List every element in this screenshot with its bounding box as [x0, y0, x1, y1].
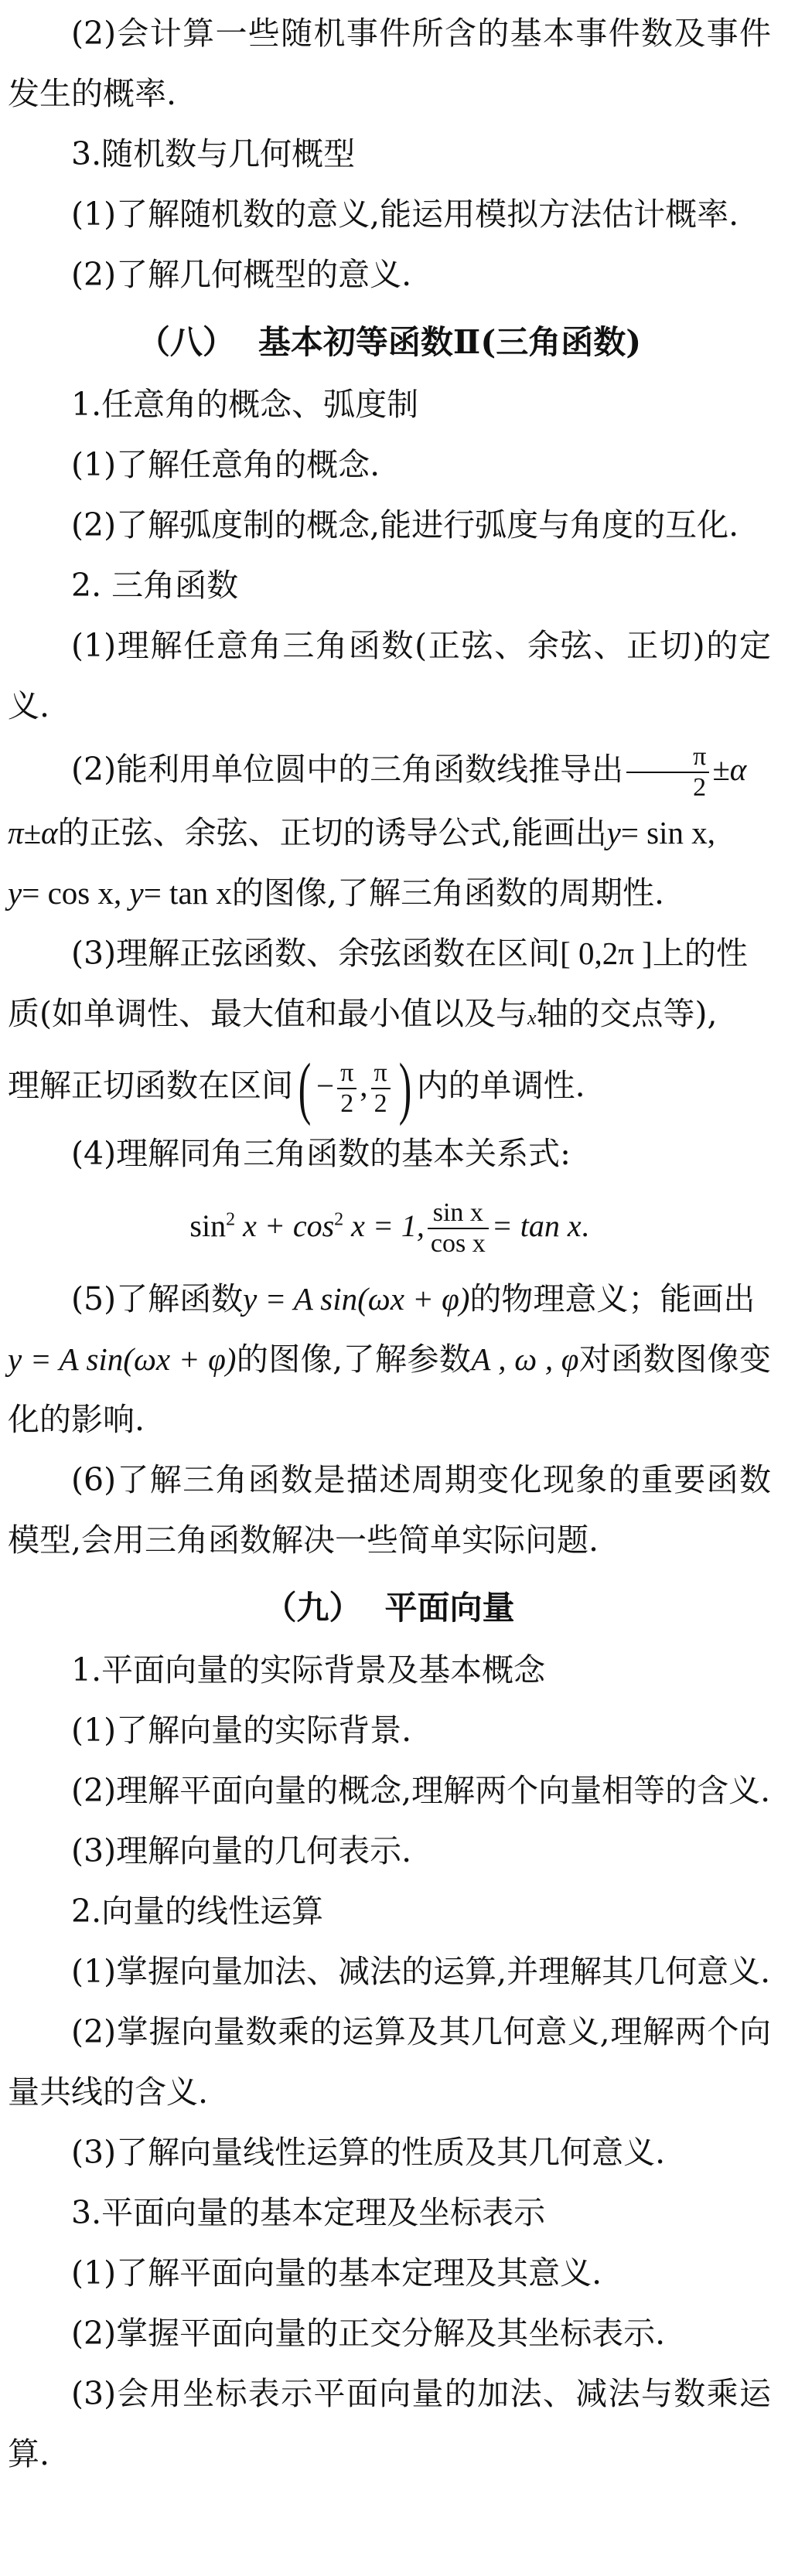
fraction-sin-over-cos	[428, 1198, 489, 1259]
math-fragment: = cos x,	[22, 875, 130, 911]
paragraph-periodicity	[8, 863, 771, 923]
subsection-vector-concepts: 1.平面向量的实际背景及基本概念	[71, 1651, 546, 1688]
paragraph-random-numbers: (1)了解随机数的意义,能运用模拟方法估计概率.	[71, 196, 739, 233]
math-fragment: x = 1,	[343, 1208, 425, 1243]
math-fragment: −	[316, 1068, 335, 1103]
section-title: 平面向量	[384, 1588, 515, 1627]
paragraph-induction-formulas-cont	[8, 802, 771, 863]
subsection-linear-operations: 2.向量的线性运算	[71, 1892, 324, 1930]
math-fragment: y = A sin(ωx + φ)	[8, 1341, 237, 1377]
math-fragment: y = A sin(ωx + φ)	[243, 1280, 470, 1317]
text-fragment: 理解正切函数在区间	[8, 1067, 293, 1104]
fraction-pi-over-2	[371, 1058, 391, 1119]
math-fragment: y	[129, 875, 144, 911]
paragraph-count-events: (2)会计算一些随机事件所含的基本事件数及事件发生的概率.	[8, 15, 771, 112]
fraction-denominator: 2	[693, 772, 707, 802]
left-paren-icon: (	[298, 1049, 312, 1126]
math-fragment: = sin x,	[620, 815, 716, 850]
paragraph-sinusoid-graph	[8, 1329, 771, 1450]
fraction-denominator: 2	[374, 1089, 387, 1118]
text-fragment: 上的性	[652, 935, 748, 972]
text-fragment: 的物理意义；能画出	[469, 1279, 756, 1317]
section-heading-8	[8, 312, 771, 373]
subsection-random-numbers: 3.随机数与几何概型	[71, 135, 356, 172]
paragraph-sinusoid-meaning	[8, 1269, 771, 1329]
subsection-angles: 1.任意角的概念、弧度制	[71, 386, 419, 423]
section-number: （八）	[137, 323, 235, 361]
text-fragment: (2)能利用单位圆中的三角函数线推导出	[71, 751, 624, 788]
math-fragment: x + cos	[235, 1208, 335, 1243]
fraction-numerator: π	[626, 742, 709, 773]
text-fragment: 的图像,了解参数	[236, 1340, 472, 1378]
paragraph-basic-relations: (4)理解同角三角函数的基本关系式:	[71, 1134, 571, 1172]
math-fragment: = tan x	[143, 875, 232, 911]
paragraph-sine-cosine-properties	[8, 923, 771, 983]
paragraph-vector-background: (1)了解向量的实际背景.	[71, 1711, 412, 1749]
paragraph-geometric-model: (2)了解几何概型的意义.	[71, 256, 412, 293]
math-fragment: x	[527, 1007, 537, 1029]
section-number: （九）	[264, 1588, 362, 1627]
paragraph-linear-properties: (3)了解向量线性运算的性质及其几何意义.	[71, 2133, 666, 2171]
text-fragment: 内的单调性.	[416, 1067, 585, 1104]
paragraph-vector-equality: (2)理解平面向量的概念,理解两个向量相等的含义.	[71, 1771, 771, 1809]
paragraph-coordinate-operations: (3)会用坐标表示平面向量的加法、减法与数乘运算.	[8, 2374, 771, 2472]
paragraph-trig-definition: (1)理解任意角三角函数(正弦、余弦、正切)的定义.	[8, 627, 771, 724]
section-heading-9	[8, 1578, 771, 1638]
section-title: 基本初等函数Ⅱ(三角函数)	[258, 323, 642, 361]
text-fragment: 轴的交点等),	[536, 995, 718, 1032]
math-fragment: π±α	[8, 815, 58, 850]
fraction-numerator: sin x	[428, 1198, 489, 1229]
paragraph-vector-geometry: (3)理解向量的几何表示.	[71, 1831, 412, 1869]
paragraph-scalar-multiplication: (2)掌握向量数乘的运算及其几何意义,理解两个向量共线的含义.	[8, 2012, 771, 2111]
math-fragment: ±α	[712, 751, 747, 787]
subsection-basis-theorem: 3.平面向量的基本定理及坐标表示	[71, 2193, 546, 2231]
paragraph-radian: (2)了解弧度制的概念,能进行弧度与角度的互化.	[71, 506, 739, 543]
math-fragment: [ 0,2π ]	[560, 935, 653, 971]
paragraph-vector-addition: (1)掌握向量加法、减法的运算,并理解其几何意义.	[71, 1952, 771, 1990]
fraction-denominator: cos x	[430, 1229, 486, 1259]
fraction-pi-over-2	[337, 1058, 356, 1119]
text-fragment: 的图像,了解三角函数的周期性.	[231, 874, 664, 911]
fraction-pi-over-2	[626, 742, 709, 802]
paragraph-induction-formulas	[8, 736, 771, 802]
math-fragment: y	[606, 815, 621, 850]
paragraph-periodic-model: (6)了解三角函数是描述周期变化现象的重要函数模型,会用三角函数解决一些简单实际问题.	[8, 1460, 771, 1559]
math-exponent: 2	[334, 1209, 344, 1230]
math-fragment: .	[581, 1208, 589, 1243]
math-fragment: A , ω , φ	[471, 1341, 579, 1377]
text-fragment: 质(如单调性、最大值和最小值以及与	[8, 995, 527, 1032]
paragraph-sine-cosine-properties-cont	[8, 983, 771, 1048]
text-fragment: (3)理解正弦函数、余弦函数在区间	[71, 935, 561, 972]
paragraph-basis-theorem: (1)了解平面向量的基本定理及其意义.	[71, 2254, 602, 2291]
math-exponent: 2	[226, 1209, 236, 1230]
fraction-denominator: 2	[340, 1089, 354, 1118]
math-fragment: sin	[189, 1208, 227, 1243]
text-fragment: (5)了解函数	[71, 1279, 244, 1317]
paragraph-tangent-monotonicity	[8, 1048, 771, 1126]
text-fragment: 的正弦、余弦、正切的诱导公式,能画出	[57, 814, 607, 851]
right-paren-icon: )	[398, 1049, 411, 1126]
formula-trig-identities	[8, 1184, 771, 1269]
math-fragment: y	[8, 875, 22, 911]
paragraph-arbitrary-angle: (1)了解任意角的概念.	[71, 446, 380, 483]
math-fragment: ,	[360, 1068, 368, 1103]
fraction-numerator: π	[337, 1058, 356, 1089]
subsection-trig-functions: 2. 三角函数	[71, 567, 239, 604]
paragraph-orthogonal-decomposition: (2)掌握平面向量的正交分解及其坐标表示.	[71, 2314, 666, 2352]
fraction-numerator: π	[371, 1058, 391, 1089]
math-fragment: = tan x	[491, 1208, 582, 1243]
text-fragment: 对函数图像变化的影响.	[8, 1340, 771, 1438]
